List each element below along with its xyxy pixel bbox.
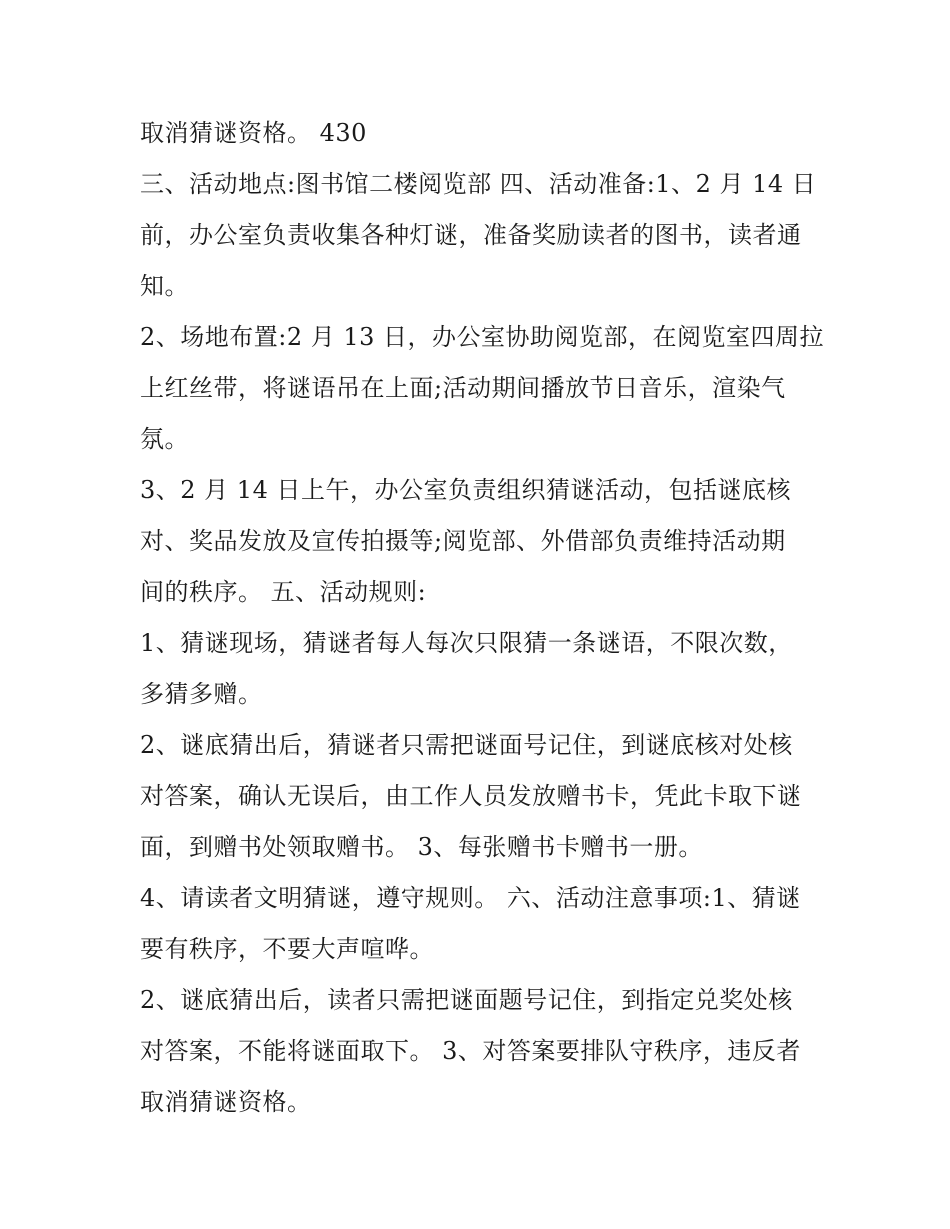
- text-line: 多猜多赠。: [140, 680, 263, 708]
- text-line: 面，到赠书处领取赠书。 3、每张赠书卡赠书一册。: [140, 833, 703, 861]
- text-line: 3、2 月 14 日上午，办公室负责组织猜谜活动，包括谜底核: [140, 476, 791, 504]
- text-line: 2、谜底猜出后，读者只需把谜面题号记住，到指定兑奖处核: [140, 986, 793, 1014]
- text-line: 间的秩序。 五、活动规则:: [140, 578, 427, 606]
- text-line: 知。: [140, 272, 189, 300]
- text-line: 4、请读者文明猜谜，遵守规则。 六、活动注意事项:1、猜谜: [140, 884, 801, 912]
- text-line: 前，办公室负责收集各种灯谜，准备奖励读者的图书，读者通: [140, 221, 802, 249]
- text-line: 要有秩序，不要大声喧哗。: [140, 935, 434, 963]
- text-line: 对答案，确认无误后，由工作人员发放赠书卡，凭此卡取下谜: [140, 782, 802, 810]
- text-line: 氛。: [140, 425, 189, 453]
- text-line: 取消猜谜资格。: [140, 1088, 312, 1116]
- text-line: 1、猜谜现场，猜谜者每人每次只限猜一条谜语，不限次数，: [140, 629, 793, 657]
- text-line: 对答案，不能将谜面取下。 3、对答案要排队守秩序，违反者: [140, 1037, 801, 1065]
- text-line: 取消猜谜资格。 430: [140, 119, 367, 147]
- text-line: 上红丝带，将谜语吊在上面;活动期间播放节日音乐，渲染气: [140, 374, 786, 402]
- document-body: [140, 108, 825, 1128]
- text-line: 对、奖品发放及宣传拍摄等;阅览部、外借部负责维持活动期: [140, 527, 786, 555]
- text-line: 三、活动地点:图书馆二楼阅览部 四、活动准备:1、2 月 14 日: [140, 170, 817, 198]
- text-line: 2、场地布置:2 月 13 日，办公室协助阅览部，在阅览室四周拉: [140, 323, 825, 351]
- text-line: 2、谜底猜出后，猜谜者只需把谜面号记住，到谜底核对处核: [140, 731, 793, 759]
